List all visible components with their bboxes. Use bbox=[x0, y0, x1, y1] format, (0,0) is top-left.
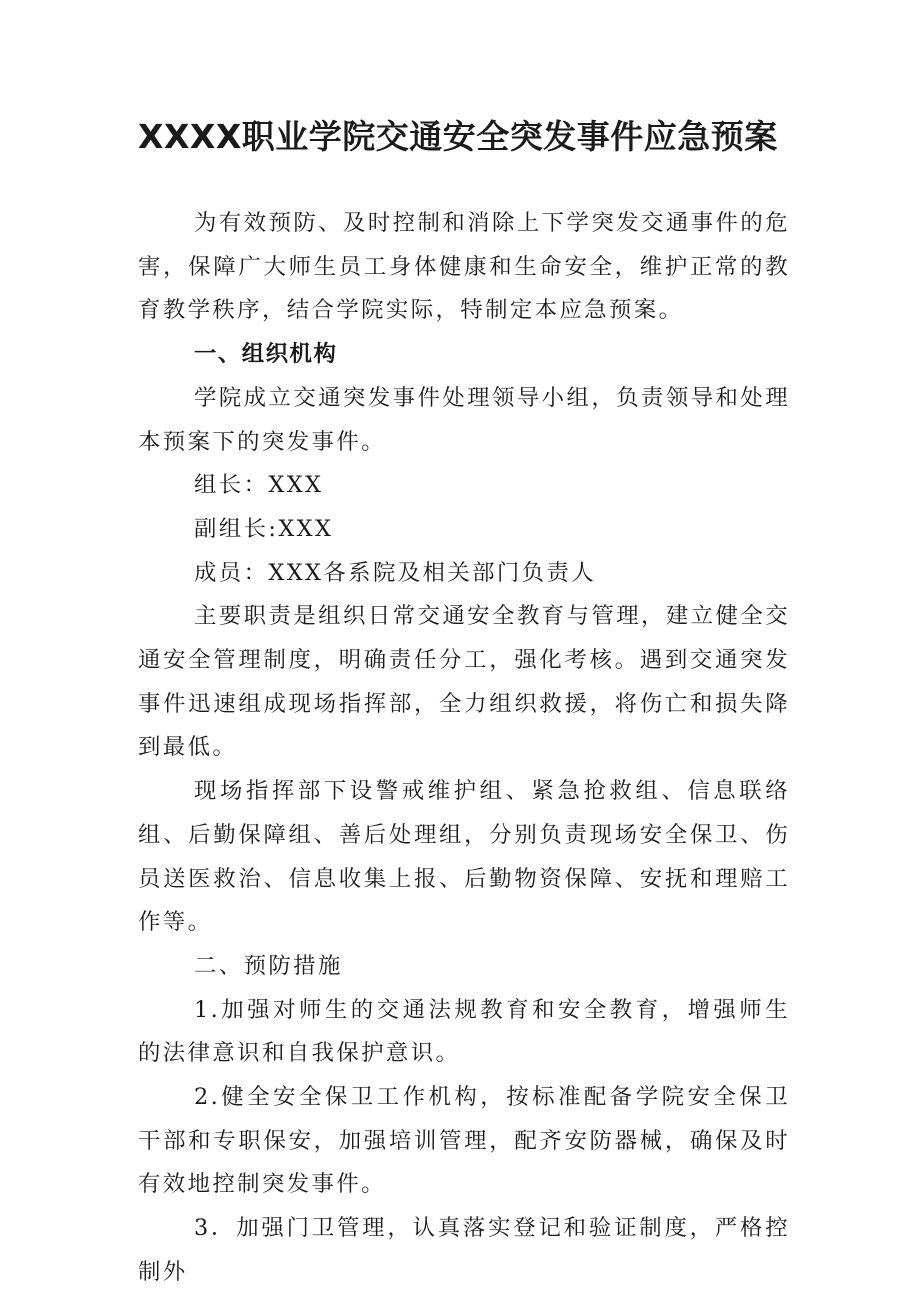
deputy-leader-line: 副组长:XXX bbox=[194, 515, 334, 542]
prevention-item-1: 1.加强对师生的交通法规教育和安全教育，增强师生的法律意识和自我保护意识。 bbox=[138, 996, 790, 1067]
duties-paragraph: 主要职责是组织日常交通安全教育与管理，建立健全交通安全管理制度，明确责任分工，强化考核。遇到交通突发事件迅速组成现场指挥部，全力组织救援，将伤亡和损失降到最低。 bbox=[138, 603, 790, 761]
document-title: XXXX职业学院交通安全突发事件应急预案 bbox=[138, 117, 778, 156]
prevention-item-2: 2.健全安全保卫工作机构，按标准配备学院安全保卫干部和专职保安，加强培训管理，配齐安防器械，确保及时有效地控制突发事件。 bbox=[138, 1084, 790, 1198]
organization-paragraph: 学院成立交通突发事件处理领导小组，负责领导和处理本预案下的突发事件。 bbox=[138, 384, 790, 455]
members-line: 成员：XXX各系院及相关部门负责人 bbox=[194, 559, 597, 586]
intro-paragraph: 为有效预防、及时控制和消除上下学突发交通事件的危害，保障广大师生员工身体健康和生命安全，维护正常的教育教学秩序，结合学院实际，特制定本应急预案。 bbox=[138, 210, 790, 324]
prevention-item-3: 3．加强门卫管理，认真落实登记和验证制度，严格控制外 bbox=[138, 1215, 790, 1285]
document-body bbox=[138, 202, 790, 1295]
section-heading-organization: 一、组织机构 bbox=[194, 341, 338, 368]
group-leader-line: 组长：XXX bbox=[194, 472, 324, 499]
command-structure-paragraph: 现场指挥部下设警戒维护组、紧急抢救组、信息联络组、后勤保障组、善后处理组，分别负责现场安全保卫、伤员送医救治、信息收集上报、后勤物资保障、安抚和理赔工作等。 bbox=[138, 778, 790, 936]
section-heading-prevention: 二、预防措施 bbox=[194, 952, 343, 979]
